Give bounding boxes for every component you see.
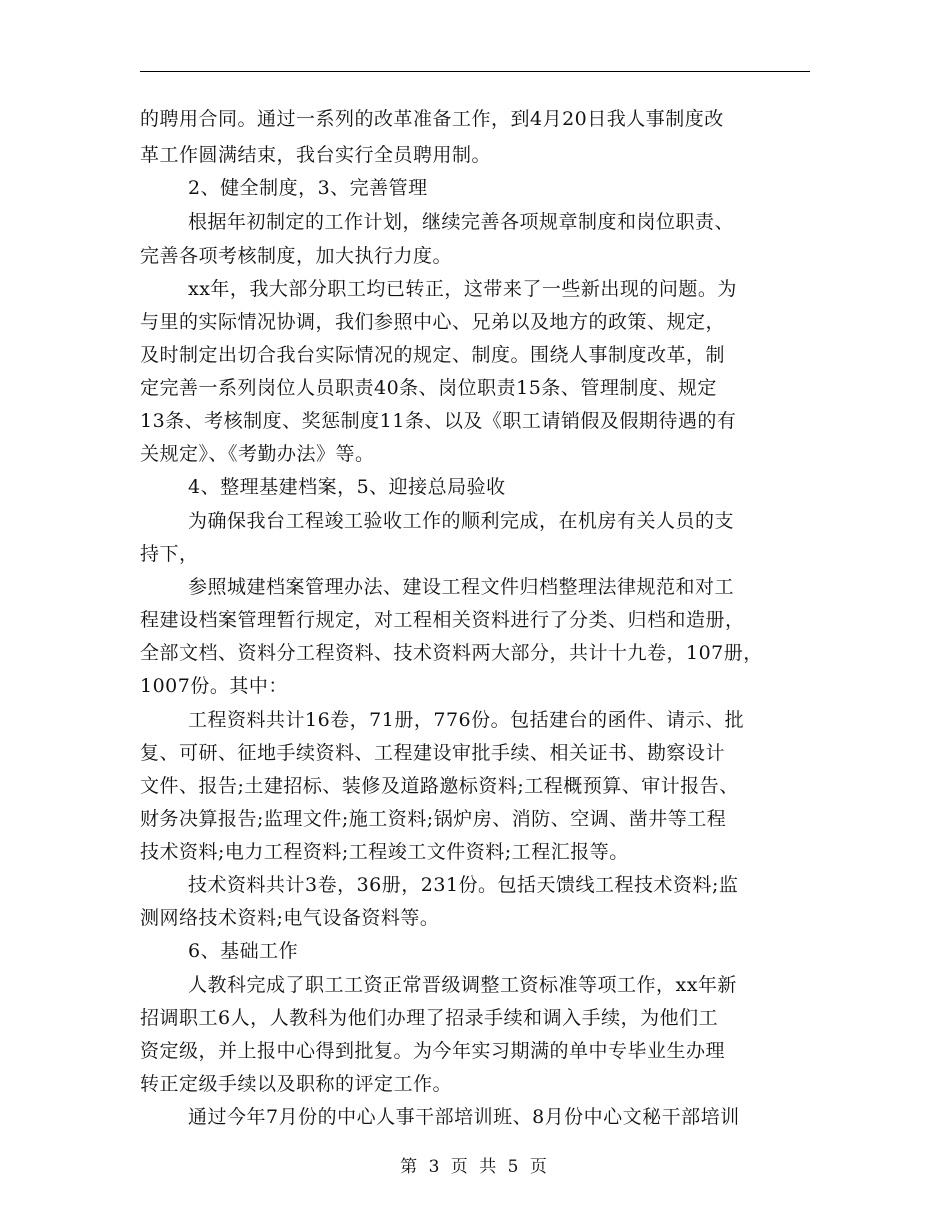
section-heading: 6、基础工作 — [188, 940, 299, 962]
text-line: 通过今年7月份的中心人事干部培训班、8月份中心文秘干部培训 — [188, 1106, 740, 1128]
text-line: 为确保我台工程竣工验收工作的顺利完成，在机房有关人员的支 — [188, 510, 735, 532]
text-line: 根据年初制定的工作计划，继续完善各项规章制度和岗位职责、 — [188, 211, 735, 233]
section-heading: 2、健全制度，3、完善管理 — [188, 177, 428, 199]
text-line: 资定级，并上报中心得到批复。为今年实习期满的单中专毕业生办理 — [140, 1040, 726, 1062]
text-line: 定完善一系列岗位人员职责40条、岗位职责15条、管理制度、规定 — [140, 377, 717, 399]
text-line: 持下， — [140, 543, 199, 565]
text-line: 1007份。其中： — [140, 675, 288, 697]
page-number: 第 3 页 共 5 页 — [400, 1157, 550, 1177]
text-line: 13条、考核制度、奖惩制度11条、以及《职工请销假及假期待遇的有 — [140, 410, 737, 432]
text-line: 关规定》、《考勤办法》等。 — [140, 443, 375, 465]
section-heading: 4、整理基建档案，5、迎接总局验收 — [188, 476, 506, 498]
header-rule — [140, 71, 810, 72]
text-line: 复、可研、征地手续资料、工程建设审批手续、相关证书、勘察设计 — [140, 742, 726, 764]
text-line: 转正定级手续以及职称的评定工作。 — [140, 1073, 453, 1095]
text-line: 完善各项考核制度，加大执行力度。 — [140, 245, 453, 267]
text-line: 参照城建档案管理办法、建设工程文件归档整理法律规范和对工 — [188, 576, 735, 598]
text-line: 革工作圆满结束，我台实行全员聘用制。 — [140, 144, 492, 166]
text-line: 的聘用合同。通过一系列的改革准备工作，到4月20日我人事制度改 — [140, 108, 724, 130]
text-line: 招调职工6人，人教科为他们办理了招录手续和调入手续，为他们工 — [140, 1007, 719, 1029]
text-line: 及时制定出切合我台实际情况的规定、制度。围绕人事制度改革，制 — [140, 344, 726, 366]
text-line: 与里的实际情况协调，我们参照中心、兄弟以及地方的政策、规定， — [140, 311, 726, 333]
text-line: 程建设档案管理暂行规定，对工程相关资料进行了分类、归档和造册， — [140, 609, 745, 631]
text-line: 工程资料共计16卷，71册，776份。包括建台的函件、请示、批 — [188, 709, 745, 731]
text-line: 文件、报告;土建招标、装修及道路邀标资料;工程概预算、审计报告、 — [140, 775, 739, 797]
text-line: xx年，我大部分职工均已转正，这带来了一些新出现的问题。为 — [188, 278, 737, 300]
text-line: 技术资料;电力工程资料;工程竣工文件资料;工程汇报等。 — [140, 841, 629, 863]
text-line: 技术资料共计3卷，36册，231份。包括天馈线工程技术资料;监 — [188, 874, 739, 896]
text-line: 财务决算报告;监理文件;施工资料;锅炉房、消防、空调、凿井等工程 — [140, 808, 727, 830]
text-line: 人教科完成了职工工资正常晋级调整工资标准等项工作，xx年新 — [188, 974, 737, 996]
text-line: 全部文档、资料分工程资料、技术资料两大部分，共计十九卷，107册， — [140, 642, 763, 664]
text-line: 测网络技术资料;电气设备资料等。 — [140, 907, 440, 929]
